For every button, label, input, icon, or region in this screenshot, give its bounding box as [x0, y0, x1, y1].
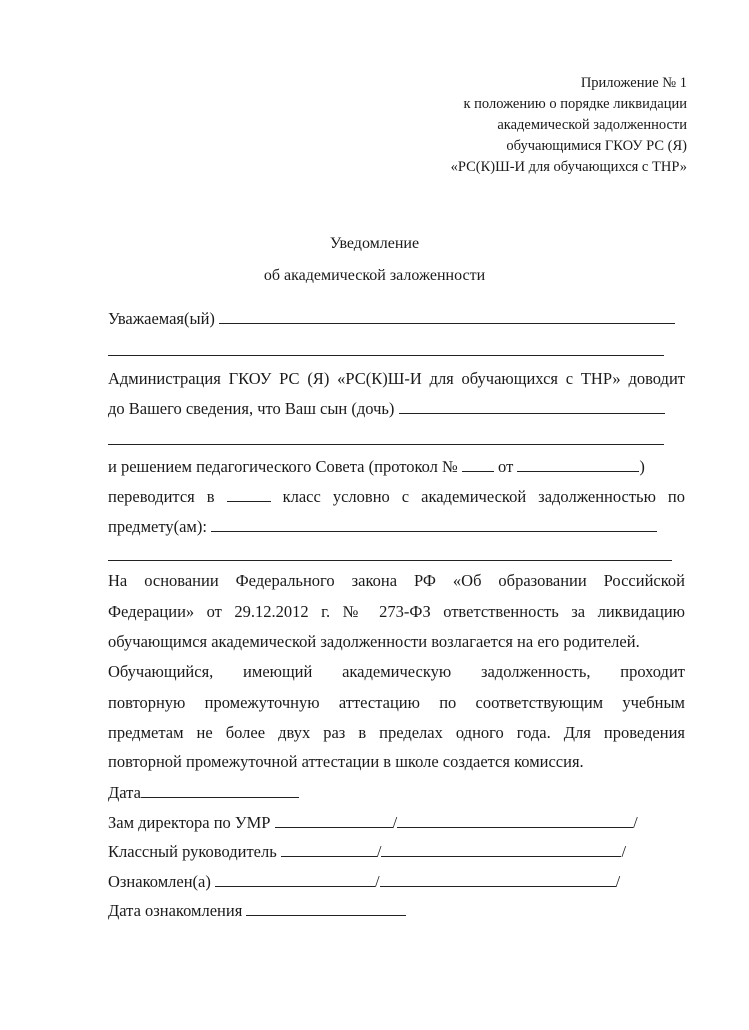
date-label: Дата [108, 783, 141, 802]
transfer-line [108, 486, 685, 507]
class-teacher-label: Классный руководитель [108, 842, 277, 861]
date-blank [141, 782, 299, 798]
deputy-slash-1: / [392, 813, 398, 832]
deputy-signature-line [108, 812, 638, 833]
deputy-signature-blank [275, 812, 393, 828]
protocol-number-blank [462, 456, 494, 472]
class-teacher-slash-1: / [376, 842, 382, 861]
student-line-3: предметам не более двух раз в пределах одного года. Для проведения [108, 723, 685, 742]
recipient-name-blank [219, 308, 675, 324]
class-teacher-signature-blank [281, 841, 377, 857]
subject-continuation-line [108, 560, 672, 561]
acquainted-name-blank [380, 871, 616, 887]
salutation-line [108, 308, 675, 329]
salutation-label: Уважаемая(ый) [108, 309, 215, 328]
child-name-continuation-line [108, 444, 664, 445]
acquainted-signature-blank [215, 871, 375, 887]
decision-close-paren: ) [639, 457, 645, 476]
class-teacher-name-blank [381, 841, 621, 857]
acquainted-slash-1: / [374, 872, 380, 891]
subject-label: предмету(ам): [108, 517, 207, 536]
law-line-2: Федерации» от 29.12.2012 г. № 273-ФЗ ответственность за ликвидацию [108, 602, 685, 621]
class-number-blank [227, 486, 271, 502]
appendix-header [451, 73, 687, 178]
appendix-line-5: «РС(К)Ш-И для обучающихся с ТНР» [450, 159, 687, 175]
deputy-slash-2: / [633, 813, 638, 832]
transfer-label: переводится в [108, 487, 215, 506]
transfer-condition-text: класс условно с академической задолженностью по [282, 487, 686, 506]
decision-line [108, 456, 645, 477]
student-line-1: Обучающийся, имеющий академическую задолженность, проходит [108, 662, 685, 681]
acquaint-date-label: Дата ознакомления [108, 901, 243, 920]
deputy-name-blank [397, 812, 633, 828]
appendix-line-3: академической задолженности [497, 117, 687, 133]
class-teacher-slash-2: / [621, 842, 627, 861]
class-teacher-signature-line [108, 841, 626, 862]
law-line-3: обучающимся академической задолженности возлагается на его родителей. [108, 632, 640, 651]
child-label: до Вашего сведения, что Ваш сын (дочь) [108, 399, 395, 418]
date-line [108, 782, 299, 803]
acquainted-signature-line [108, 871, 620, 892]
subject-line [108, 516, 657, 537]
acquaint-date-blank [246, 900, 406, 916]
acquainted-slash-2: / [615, 872, 621, 891]
deputy-label: Зам директора по УМР [108, 813, 271, 832]
appendix-line-1: Приложение № 1 [580, 75, 687, 91]
decision-protocol-label: и решением педагогического Совета (протокол № [108, 457, 458, 476]
acquaint-date-line [108, 900, 406, 921]
recipient-name-continuation-line [108, 355, 664, 356]
appendix-line-2: к положению о порядке ликвидации [463, 96, 687, 112]
admin-notice-line-1: Администрация ГКОУ РС (Я) «РС(К)Ш-И для обучающихся с ТНР» доводит [108, 369, 685, 388]
document-title: Уведомление [329, 235, 420, 252]
student-line-2: повторную промежуточную аттестацию по соответствующим учебным [108, 693, 685, 712]
appendix-line-4: обучающимися ГКОУ РС (Я) [506, 138, 687, 154]
law-line-1: На основании Федерального закона РФ «Об образовании Российской [108, 571, 685, 590]
subject-blank [211, 516, 657, 532]
protocol-date-blank [517, 456, 639, 472]
decision-from-label: от [498, 457, 514, 476]
student-line-4: повторной промежуточной аттестации в школе создается комиссия. [108, 752, 584, 771]
admin-notice-line-2 [108, 398, 665, 419]
document-subtitle: об академической заложенности [263, 267, 486, 284]
acquainted-label: Ознакомлен(а) [108, 872, 211, 891]
child-name-blank [399, 398, 665, 414]
